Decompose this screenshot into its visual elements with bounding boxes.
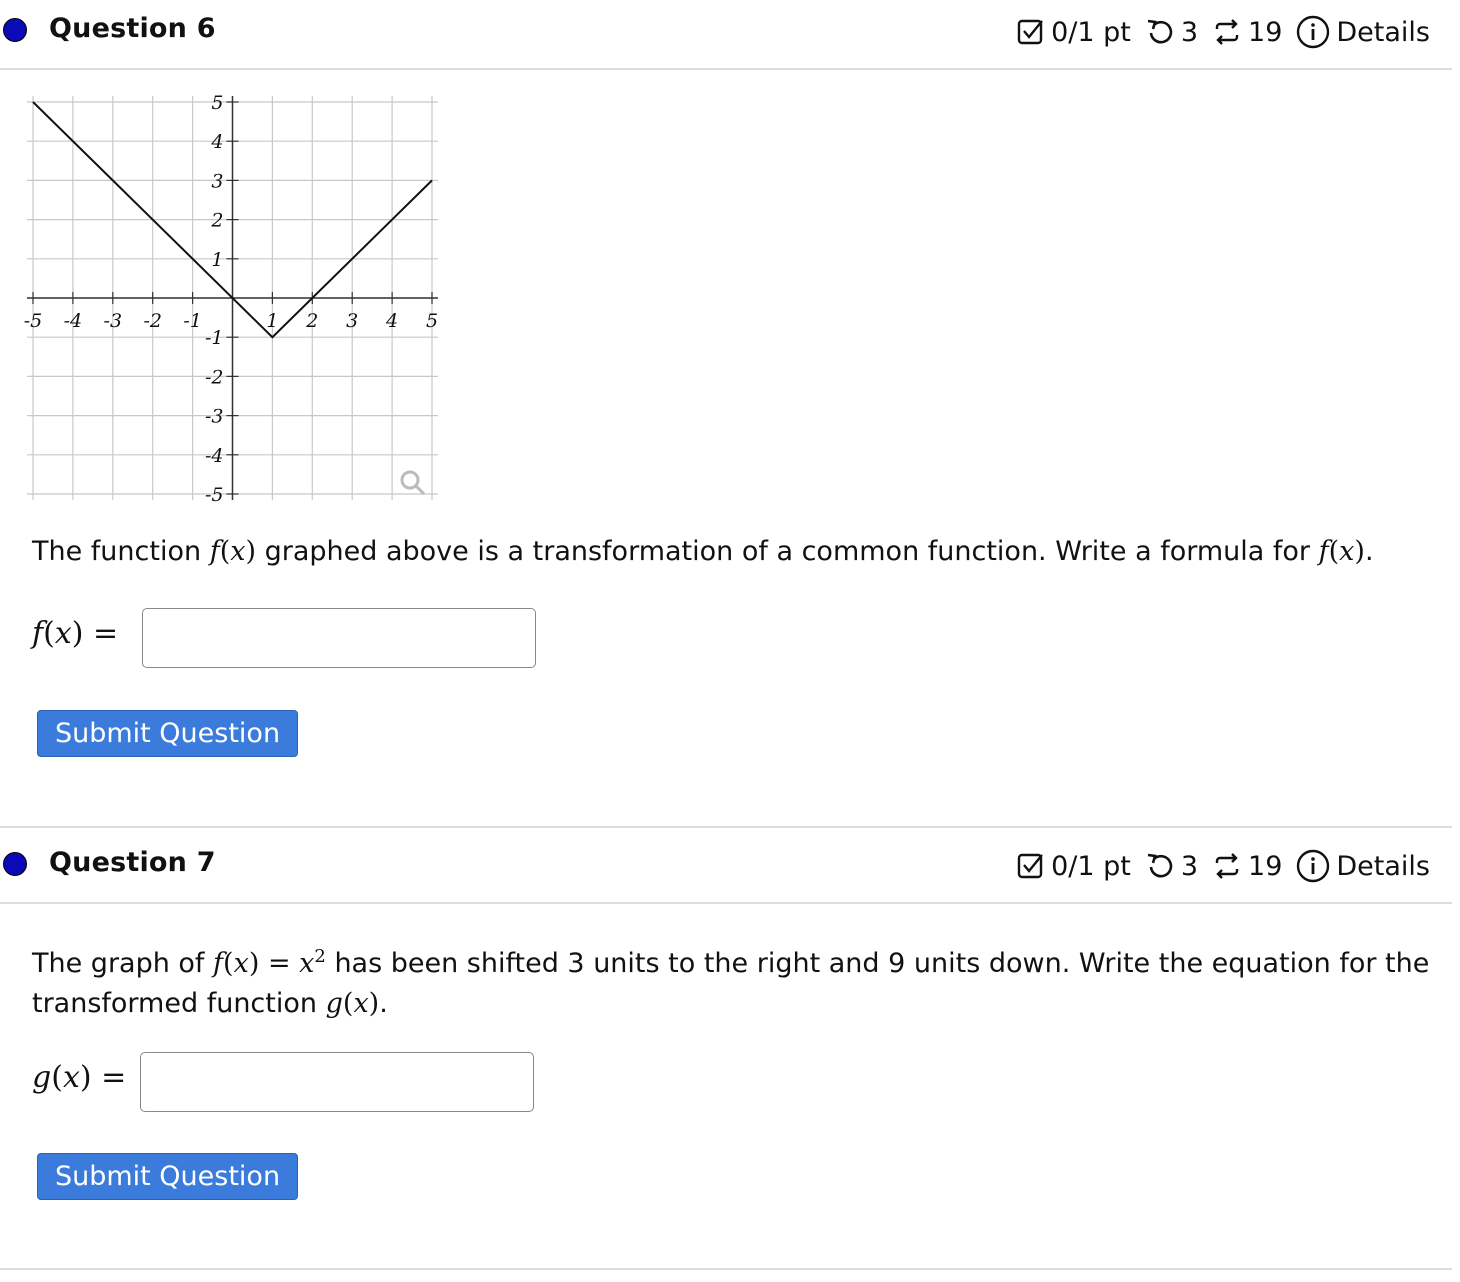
question-divider (0, 826, 1452, 828)
y-tick-label: -3 (204, 405, 224, 428)
question-title: Question 7 (49, 847, 216, 878)
retries-count: 3 (1180, 850, 1199, 882)
zoom-icon[interactable] (402, 472, 424, 494)
x-tick-label: -5 (23, 310, 43, 332)
y-tick-label: 4 (211, 131, 224, 154)
question-meta (1017, 12, 1430, 52)
y-tick-label: 5 (211, 92, 224, 114)
function-graph (20, 92, 440, 504)
question-7-prompt: The graph of $f(x) = x^2$ has been shifted 3 units to the right and 9 units down. Write the equation for the transformed function g(x). (32, 946, 1430, 1019)
score-text: 0/1 pt (1051, 850, 1131, 882)
x-tick-label: 1 (266, 310, 279, 332)
y-tick-label: 3 (211, 170, 224, 193)
question-6-header (0, 0, 1452, 70)
info-icon[interactable] (1296, 15, 1330, 49)
submit-question-button[interactable]: Submit Question (37, 1153, 298, 1200)
submit-question-button[interactable]: Submit Question (37, 710, 298, 757)
attempts-icon (1212, 851, 1242, 881)
checkbox-icon (1017, 18, 1045, 46)
x-tick-label: 3 (346, 310, 359, 332)
question-meta (1017, 846, 1430, 886)
y-tick-label: -4 (204, 444, 224, 467)
question-6-prompt: The function f(x) graphed above is a transformation of a common function. Write a formula for f(x). (32, 536, 1374, 567)
question-7-header (0, 834, 1452, 904)
answer-label-g: g(x) = (32, 1060, 127, 1095)
checkbox-icon (1017, 852, 1045, 880)
details-link[interactable]: Details (1336, 850, 1430, 882)
retry-icon (1145, 851, 1175, 881)
y-tick-label: -5 (204, 484, 224, 504)
math-f-of-x: f(x) (209, 536, 257, 567)
question-divider (0, 1268, 1452, 1270)
x-tick-label: 2 (306, 310, 319, 332)
y-tick-label: 1 (211, 248, 224, 271)
attempts-count: 19 (1248, 850, 1283, 882)
retry-icon (1145, 17, 1175, 47)
y-tick-label: -2 (204, 366, 224, 389)
y-tick-label: -1 (204, 327, 224, 350)
attempts-icon (1212, 17, 1242, 47)
y-tick-label: 2 (211, 209, 224, 232)
score-text: 0/1 pt (1051, 16, 1131, 48)
x-tick-label: 5 (425, 310, 439, 332)
math-g-of-x: g(x) (325, 988, 380, 1019)
question-title: Question 6 (49, 13, 216, 44)
retries-count: 3 (1180, 16, 1199, 48)
x-tick-label: -2 (143, 310, 162, 332)
question-status-dot (3, 18, 27, 42)
x-tick-label: -4 (63, 310, 83, 332)
x-tick-label: -1 (183, 310, 202, 332)
attempts-count: 19 (1248, 16, 1283, 48)
answer-label-f: f(x) = (32, 616, 119, 651)
math-f-of-x: f(x) (1318, 536, 1365, 567)
question-status-dot (3, 852, 27, 876)
answer-input-f[interactable] (142, 608, 536, 668)
info-icon[interactable] (1296, 849, 1330, 883)
answer-input-g[interactable] (140, 1052, 534, 1112)
x-tick-label: 4 (386, 310, 399, 332)
math-f-of-x-equals-x-squared: $f(x) = x^2$ (213, 946, 326, 979)
details-link[interactable]: Details (1336, 16, 1430, 48)
x-tick-label: -3 (103, 310, 123, 332)
